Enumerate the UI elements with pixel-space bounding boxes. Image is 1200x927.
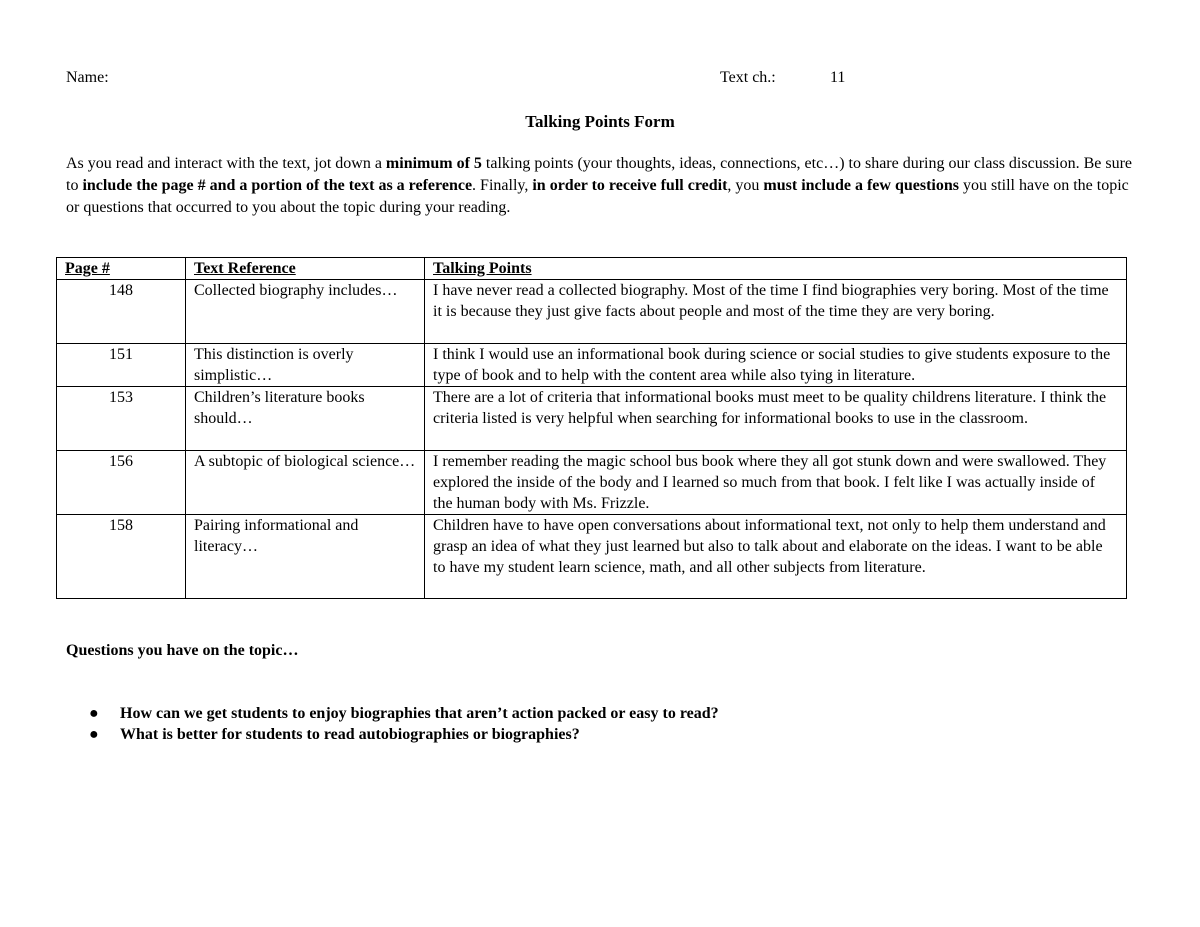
talking-points-cell: Children have to have open conversations about informational text, not only to help them understand and grasp an idea of what they just learned but also to talk about and elaborate on the ideas. I want to be able to have my student learn science, math, and all other subjects from literature.	[425, 515, 1127, 599]
instructions-bold-text: must include a few questions	[763, 177, 959, 194]
talking-points-cell: I think I would use an informational book during science or social studies to give students exposure to the type of book and to help with the content area while also tying in literature.	[425, 344, 1127, 387]
question-text: What is better for students to read autobiographies or biographies?	[120, 726, 580, 743]
instructions-text: you still have on the topic or questions that occurred to you about the topic during your reading.	[66, 177, 1129, 216]
instructions-bold-text: in order to receive full credit	[532, 177, 728, 194]
text-chapter-value: 11	[830, 69, 846, 86]
form-title: Talking Points Form	[525, 112, 675, 131]
header-line	[66, 67, 1136, 89]
text-reference-cell: This distinction is overly simplistic…	[186, 344, 425, 387]
column-header-text-reference: Text Reference	[186, 258, 425, 280]
table-row	[57, 451, 1127, 515]
text-reference-cell: Collected biography includes…	[186, 280, 425, 344]
bullet-icon: ●	[89, 705, 99, 722]
instructions-bold-text: include the page # and a portion of the text as a reference	[82, 177, 473, 194]
column-header-page: Page #	[57, 258, 186, 280]
instructions-text: As you read and interact with the text, jot down a	[66, 155, 386, 172]
column-header-talking-points: Talking Points	[425, 258, 1127, 280]
page-number-cell: 156	[57, 451, 186, 515]
questions-heading: Questions you have on the topic…	[66, 642, 299, 659]
talking-points-table	[56, 257, 1127, 599]
table-row	[57, 387, 1127, 451]
instructions-paragraph	[66, 153, 1141, 219]
text-reference-cell: Children’s literature books should…	[186, 387, 425, 451]
instructions-text: , you	[727, 177, 764, 194]
table-row	[57, 280, 1127, 344]
text-chapter-label: Text ch.:	[720, 69, 776, 86]
bullet-icon: ●	[89, 726, 99, 743]
page-number-cell: 158	[57, 515, 186, 599]
talking-points-cell: I have never read a collected biography. Most of the time I find biographies very boring. Most of the time it is because they just give facts about people and most of the time they are very boring.	[425, 280, 1127, 344]
list-item	[66, 703, 1066, 724]
name-label: Name:	[66, 69, 109, 86]
text-reference-cell: A subtopic of biological science…	[186, 451, 425, 515]
page-number-cell: 153	[57, 387, 186, 451]
instructions-text: talking points (your thoughts, ideas, connections, etc…) to share during our class discussion. Be sure to	[66, 155, 1133, 194]
instructions-text: . Finally,	[472, 177, 533, 194]
questions-list	[66, 703, 1066, 745]
table-header-row	[57, 258, 1127, 280]
table-row	[57, 344, 1127, 387]
text-reference-cell: Pairing informational and literacy…	[186, 515, 425, 599]
talking-points-cell: I remember reading the magic school bus book where they all got stunk down and were swallowed. They explored the inside of the body and I learned so much from that book. I felt like I was actually inside of the human body with Ms. Frizzle.	[425, 451, 1127, 515]
instructions-bold-text: minimum of 5	[385, 155, 482, 172]
page-number-cell: 148	[57, 280, 186, 344]
talking-points-cell: There are a lot of criteria that informational books must meet to be quality childrens literature. I think the criteria listed is very helpful when searching for informational books to use in the classroom.	[425, 387, 1127, 451]
list-item	[66, 724, 1066, 745]
page-number-cell: 151	[57, 344, 186, 387]
table-row	[57, 515, 1127, 599]
question-text: How can we get students to enjoy biographies that aren’t action packed or easy to read?	[120, 705, 719, 722]
